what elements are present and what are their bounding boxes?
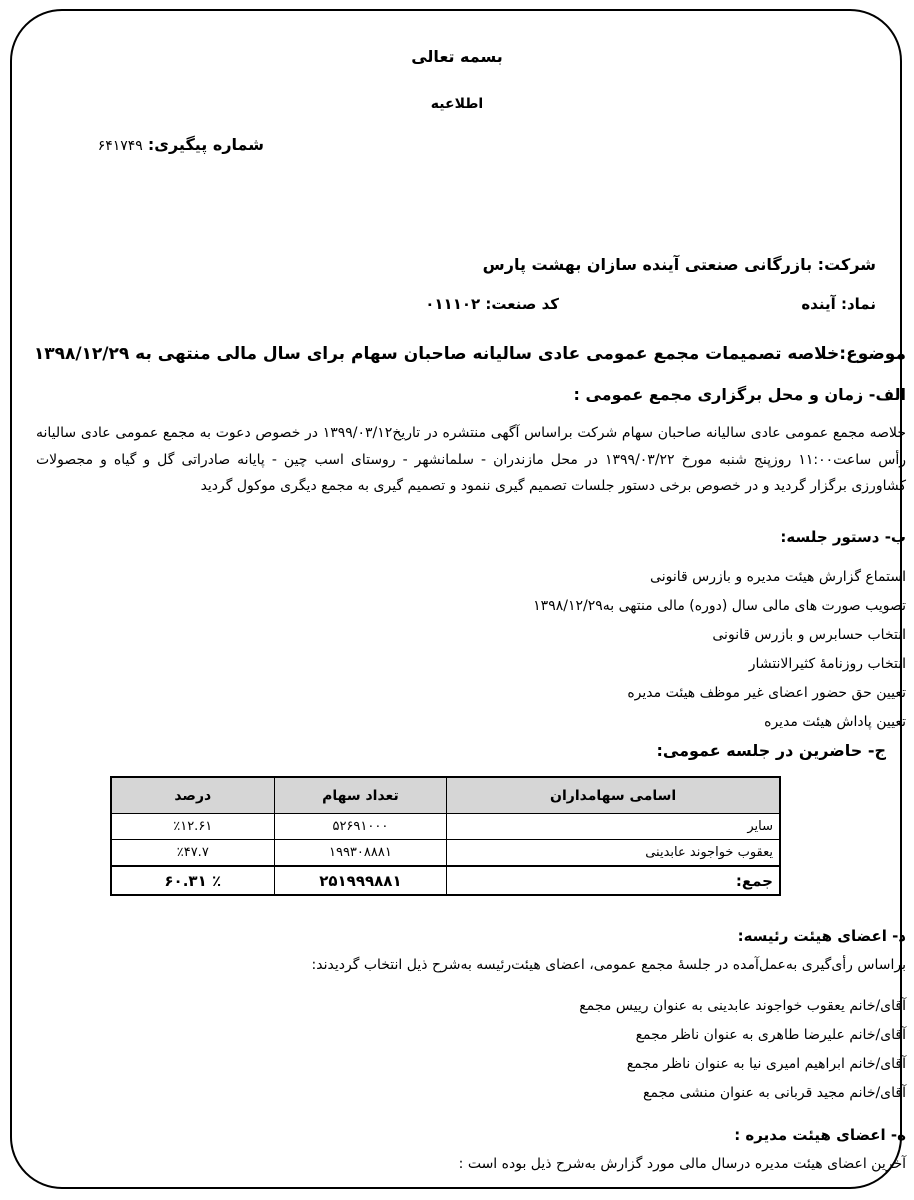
presiding-member: آقای/خانم مجید قربانی به عنوان منشی مجمع xyxy=(643,1085,906,1101)
section-a-text: خلاصه مجمع عمومی عادی سالیانه صاحبان سهام شرکت براساس آگهی منتشره در تاریخ۱۳۹۹/۰۳/۱۲ در خصوص دعوت به مجمع عمومی عادی سالیانه رأس ساعت۱۱:۰۰ روزپنج شنبه مورخ ۱۳۹۹/۰۳/۲۲ در محل مازندران - سلمانشهر - روستای اسب چین - پایانه صادراتی گل و گیاه و مجصولات کشاورزی برگزار گردید و در خصوص برخی دستور جلسات تصمیم گیری ننمود و تصمیم گیری به مجمع دیگری موکول گردید xyxy=(36,425,907,494)
symbol-label: نماد: xyxy=(840,295,876,313)
share-count: ۵۲۶۹۱۰۰۰ xyxy=(274,814,447,840)
share-count: ۱۹۹۳۰۸۸۸۱ xyxy=(274,840,447,867)
agenda-item: تصویب صورت های مالی سال (دوره) مالی منتهی به۱۳۹۸/۱۲/۲۹ xyxy=(533,598,906,614)
notice-heading: اطلاعیه xyxy=(430,96,484,112)
section-d-intro: براساس رأی‌گیری به‌عمل‌آمده در جلسهٔ مجمع عمومی، اعضای هیئت‌رئیسه به‌شرح ذیل انتخاب گردیدند: xyxy=(311,957,906,973)
table-total-row xyxy=(111,866,780,895)
section-e-intro: آخرین اعضای هیئت مدیره درسال مالی مورد گزارش به‌شرح ذیل بوده است : xyxy=(458,1156,906,1172)
header-shareholder-names: اسامی سهامداران xyxy=(447,777,780,814)
presiding-member: آقای/خانم یعقوب خواجوند عابدینی به عنوان رییس مجمع xyxy=(579,998,906,1014)
symbol-value: آینده xyxy=(801,295,836,313)
subject-title: موضوع:خلاصه تصمیمات مجمع عمومی عادی سالیانه صاحبان سهام برای سال مالی منتهی به ۱۳۹۸/۱۲/۲۹ xyxy=(33,344,906,364)
symbol-line xyxy=(801,295,876,313)
industry-code-line xyxy=(425,295,559,313)
bismillah-heading: بسمه تعالی xyxy=(411,47,503,66)
presiding-member: آقای/خانم علیرضا طاهری به عنوان ناظر مجمع xyxy=(635,1027,906,1043)
shareholders-table xyxy=(110,776,781,896)
agenda-item: تعیین حق حضور اعضای غیر موظف هیئت مدیره xyxy=(627,685,906,701)
presiding-board-list xyxy=(579,992,906,1108)
company-label: شرکت: xyxy=(817,255,876,274)
section-a-title: الف- زمان و محل برگزاری مجمع عمومی : xyxy=(573,385,906,404)
section-c-title: ج- حاضرین در جلسه عمومی: xyxy=(656,741,886,760)
section-b-title: ب- دستور جلسه: xyxy=(780,528,906,546)
section-d-title: د- اعضای هیئت رئیسه: xyxy=(737,927,906,945)
table-header-row xyxy=(111,777,780,814)
tracking-number: ۶۴۱۷۴۹ xyxy=(97,138,143,154)
total-percent: ٪ ۶۰.۳۱ xyxy=(111,866,274,895)
shareholder-name: یعقوب خواجوند عابدینی xyxy=(447,840,780,867)
section-e-title: ه- اعضای هیئت مدیره : xyxy=(734,1126,906,1144)
agenda-item: تعیین پاداش هیئت مدیره xyxy=(764,714,906,730)
share-percent: ٪۴۷.۷ xyxy=(111,840,274,867)
table-row xyxy=(111,840,780,867)
tracking-label: شماره پیگیری: xyxy=(147,135,264,154)
header-percent: درصد xyxy=(111,777,274,814)
header-share-count: تعداد سهام xyxy=(274,777,447,814)
industry-code-label: کد صنعت: xyxy=(485,295,559,313)
company-name: بازرگانی صنعتی آینده سازان بهشت پارس xyxy=(482,255,813,274)
presiding-member: آقای/خانم ابراهیم امیری نیا به عنوان ناظر مجمع xyxy=(626,1056,906,1072)
share-percent: ٪۱۲.۶۱ xyxy=(111,814,274,840)
industry-code-value: ۰۱۱۱۰۲ xyxy=(425,295,481,313)
total-label: جمع: xyxy=(447,866,780,895)
agenda-list xyxy=(533,563,906,737)
agenda-item: انتخاب روزنامهٔ کثیرالانتشار xyxy=(748,656,906,672)
agenda-item: استماع گزارش هیئت مدیره و بازرس قانونی xyxy=(650,569,906,585)
tracking-number-line xyxy=(98,135,264,154)
shareholder-name: سایر xyxy=(447,814,780,840)
table-row xyxy=(111,814,780,840)
company-line xyxy=(483,255,876,274)
total-shares: ۲۵۱۹۹۹۸۸۱ xyxy=(274,866,447,895)
agenda-item: انتخاب حسابرس و بازرس قانونی xyxy=(712,627,906,643)
